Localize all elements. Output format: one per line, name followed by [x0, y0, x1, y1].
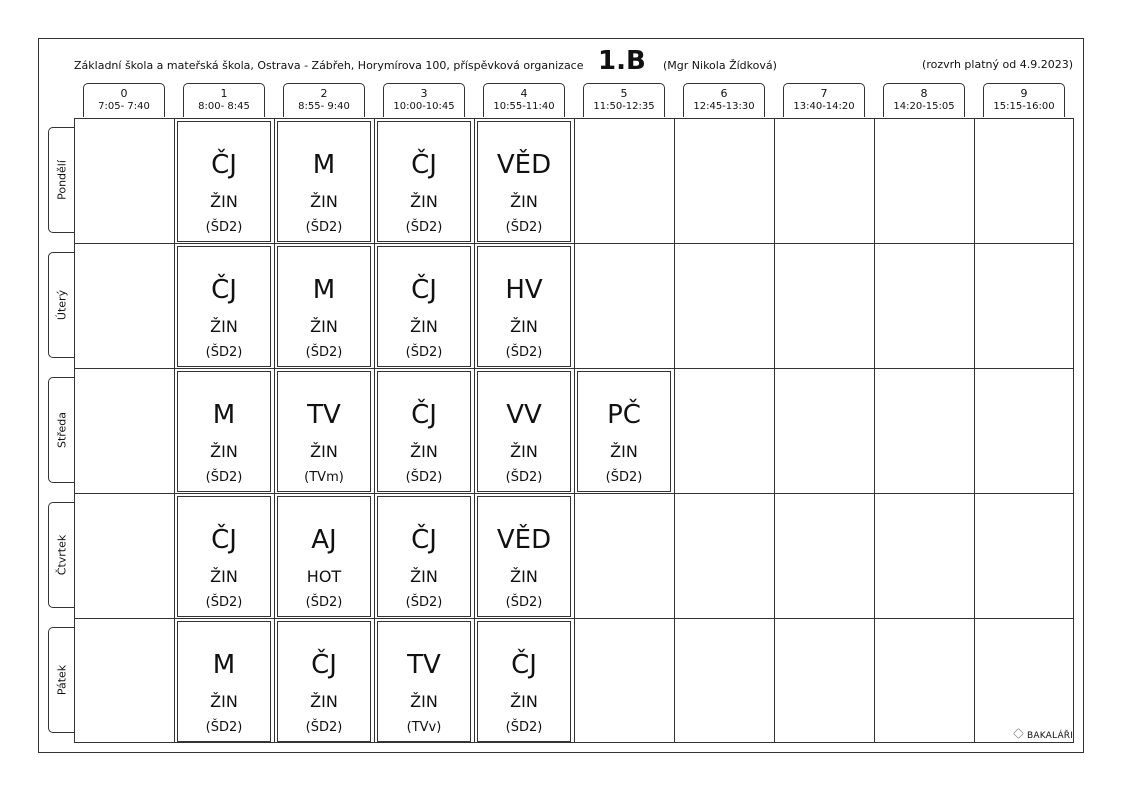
lesson-subject: ČJ	[211, 150, 237, 180]
lesson-cell	[375, 369, 473, 494]
day-name: Pondělí	[55, 160, 68, 200]
lesson-subject: PČ	[607, 400, 641, 430]
lesson-teacher: ŽIN	[310, 192, 338, 211]
class-teacher: (Mgr Nikola Žídková)	[663, 59, 777, 72]
lesson-subject: VĚD	[496, 150, 552, 180]
lesson-cell	[475, 494, 573, 619]
period-time: 15:15-16:00	[993, 101, 1055, 112]
lesson-cell	[475, 119, 573, 244]
lesson-teacher: ŽIN	[410, 442, 438, 461]
lesson-room: (ŠD2)	[505, 595, 543, 610]
column-divider	[974, 119, 975, 742]
period-number: 5	[620, 87, 628, 100]
timetable-grid	[74, 118, 1074, 743]
period-tab-3	[383, 83, 465, 117]
lesson-subject: ČJ	[211, 275, 237, 305]
lesson-subject: VĚD	[496, 525, 552, 555]
lesson-cell	[275, 119, 373, 244]
day-tab-2	[48, 377, 74, 483]
lesson-subject: AJ	[311, 525, 337, 555]
lesson-box	[277, 621, 371, 742]
class-name: 1.B	[598, 46, 646, 76]
lesson-cell	[575, 369, 673, 494]
lesson-subject: ČJ	[511, 650, 537, 680]
lesson-box	[177, 621, 271, 742]
lesson-room: (ŠD2)	[205, 720, 243, 735]
lesson-teacher: ŽIN	[410, 317, 438, 336]
lesson-cell	[275, 494, 373, 619]
day-name: Pátek	[55, 664, 68, 696]
lesson-room: (ŠD2)	[205, 595, 243, 610]
lesson-cell	[475, 369, 573, 494]
lesson-room: (ŠD2)	[405, 470, 443, 485]
lesson-room: (ŠD2)	[305, 220, 343, 235]
day-name: Čtvrtek	[55, 534, 68, 576]
lesson-room: (ŠD2)	[305, 595, 343, 610]
lesson-box	[377, 371, 471, 492]
lesson-box	[277, 496, 371, 617]
period-time: 12:45-13:30	[693, 101, 755, 112]
lesson-subject: M	[212, 650, 236, 680]
lesson-subject: ČJ	[411, 275, 437, 305]
period-number: 0	[120, 87, 128, 100]
period-tab-9	[983, 83, 1065, 117]
period-number: 9	[1020, 87, 1028, 100]
bakalari-logo-icon	[1013, 728, 1024, 739]
lesson-box	[277, 121, 371, 242]
period-time: 11:50-12:35	[593, 101, 655, 112]
lesson-cell	[375, 119, 473, 244]
lesson-subject: TV	[307, 400, 341, 430]
lesson-teacher: ŽIN	[310, 317, 338, 336]
day-tab-3	[48, 502, 74, 608]
period-number: 8	[920, 87, 928, 100]
lesson-subject: ČJ	[211, 525, 237, 555]
lesson-cell	[175, 619, 273, 744]
lesson-cell	[275, 369, 373, 494]
lesson-room: (ŠD2)	[205, 220, 243, 235]
lesson-cell	[175, 119, 273, 244]
period-number: 3	[420, 87, 428, 100]
day-name: Středa	[55, 411, 68, 449]
lesson-box	[177, 371, 271, 492]
lesson-room: (ŠD2)	[505, 470, 543, 485]
lesson-box	[277, 246, 371, 367]
lesson-subject: TV	[407, 650, 441, 680]
period-tab-1	[183, 83, 265, 117]
bakalari-logo	[1013, 728, 1073, 741]
column-divider	[774, 119, 775, 742]
lesson-box	[477, 246, 571, 367]
period-time: 7:05- 7:40	[98, 101, 150, 112]
lesson-box	[477, 121, 571, 242]
period-time: 10:00-10:45	[393, 101, 455, 112]
lesson-subject: M	[312, 150, 336, 180]
lesson-teacher: ŽIN	[310, 442, 338, 461]
lesson-box	[277, 371, 371, 492]
lesson-room: (ŠD2)	[605, 470, 643, 485]
lesson-room: (ŠD2)	[305, 345, 343, 360]
period-time: 10:55-11:40	[493, 101, 555, 112]
lesson-box	[477, 371, 571, 492]
lesson-teacher: ŽIN	[510, 192, 538, 211]
lesson-cell	[375, 494, 473, 619]
lesson-teacher: ŽIN	[510, 442, 538, 461]
lesson-room: (ŠD2)	[405, 345, 443, 360]
period-tab-7	[783, 83, 865, 117]
lesson-cell	[175, 244, 273, 369]
lesson-cell	[275, 244, 373, 369]
column-divider	[674, 119, 675, 742]
lesson-teacher: ŽIN	[210, 442, 238, 461]
lesson-box	[177, 121, 271, 242]
day-name: Úterý	[55, 289, 68, 321]
period-time: 8:55- 9:40	[298, 101, 350, 112]
lesson-room: (ŠD2)	[305, 720, 343, 735]
day-tab-4	[48, 627, 74, 733]
lesson-subject: M	[312, 275, 336, 305]
lesson-room: (ŠD2)	[205, 345, 243, 360]
period-time: 14:20-15:05	[893, 101, 955, 112]
lesson-cell	[275, 619, 373, 744]
lesson-box	[377, 621, 471, 742]
period-number: 6	[720, 87, 728, 100]
lesson-teacher: ŽIN	[610, 442, 638, 461]
lesson-teacher: ŽIN	[210, 692, 238, 711]
lesson-teacher: ŽIN	[510, 692, 538, 711]
lesson-teacher: ŽIN	[210, 567, 238, 586]
day-tab-0	[48, 127, 74, 233]
lesson-box	[177, 496, 271, 617]
lesson-teacher: ŽIN	[410, 192, 438, 211]
lesson-room: (ŠD2)	[505, 220, 543, 235]
lesson-teacher: ŽIN	[210, 192, 238, 211]
lesson-cell	[375, 244, 473, 369]
lesson-room: (ŠD2)	[405, 220, 443, 235]
lesson-subject: VV	[506, 400, 542, 430]
lesson-teacher: ŽIN	[310, 692, 338, 711]
period-tab-5	[583, 83, 665, 117]
lesson-box	[577, 371, 671, 492]
lesson-teacher: ŽIN	[510, 567, 538, 586]
lesson-box	[477, 621, 571, 742]
lesson-box	[177, 246, 271, 367]
lesson-teacher: HOT	[306, 567, 342, 586]
period-tab-0	[83, 83, 165, 117]
period-number: 1	[220, 87, 228, 100]
period-tab-2	[283, 83, 365, 117]
lesson-teacher: ŽIN	[210, 317, 238, 336]
lesson-room: (ŠD2)	[205, 470, 243, 485]
period-tab-6	[683, 83, 765, 117]
lesson-cell	[175, 369, 273, 494]
lesson-subject: ČJ	[411, 150, 437, 180]
lesson-room: (ŠD2)	[505, 345, 543, 360]
lesson-teacher: ŽIN	[410, 692, 438, 711]
lesson-box	[477, 496, 571, 617]
lesson-cell	[375, 619, 473, 744]
period-number: 4	[520, 87, 528, 100]
period-time: 8:00- 8:45	[198, 101, 250, 112]
lesson-subject: M	[212, 400, 236, 430]
period-number: 7	[820, 87, 828, 100]
lesson-room: (ŠD2)	[505, 720, 543, 735]
period-tab-4	[483, 83, 565, 117]
column-divider	[874, 119, 875, 742]
lesson-box	[377, 246, 471, 367]
school-name: Základní škola a mateřská škola, Ostrava - Zábřeh, Horymírova 100, příspěvková organizace	[74, 59, 584, 72]
period-time: 13:40-14:20	[793, 101, 855, 112]
lesson-room: (ŠD2)	[405, 595, 443, 610]
lesson-subject: ČJ	[411, 400, 437, 430]
lesson-box	[377, 121, 471, 242]
lesson-box	[377, 496, 471, 617]
day-tab-1	[48, 252, 74, 358]
lesson-teacher: ŽIN	[410, 567, 438, 586]
bakalari-logo-text: BAKALÁŘI	[1027, 731, 1074, 741]
lesson-room: (TVm)	[304, 470, 344, 485]
lesson-cell	[475, 244, 573, 369]
lesson-cell	[175, 494, 273, 619]
lesson-subject: HV	[505, 275, 543, 305]
lesson-cell	[475, 619, 573, 744]
lesson-subject: ČJ	[311, 650, 337, 680]
lesson-teacher: ŽIN	[510, 317, 538, 336]
period-number: 2	[320, 87, 328, 100]
valid-from: (rozvrh platný od 4.9.2023)	[922, 58, 1073, 71]
period-tab-8	[883, 83, 965, 117]
lesson-room: (TVv)	[406, 720, 442, 735]
lesson-subject: ČJ	[411, 525, 437, 555]
